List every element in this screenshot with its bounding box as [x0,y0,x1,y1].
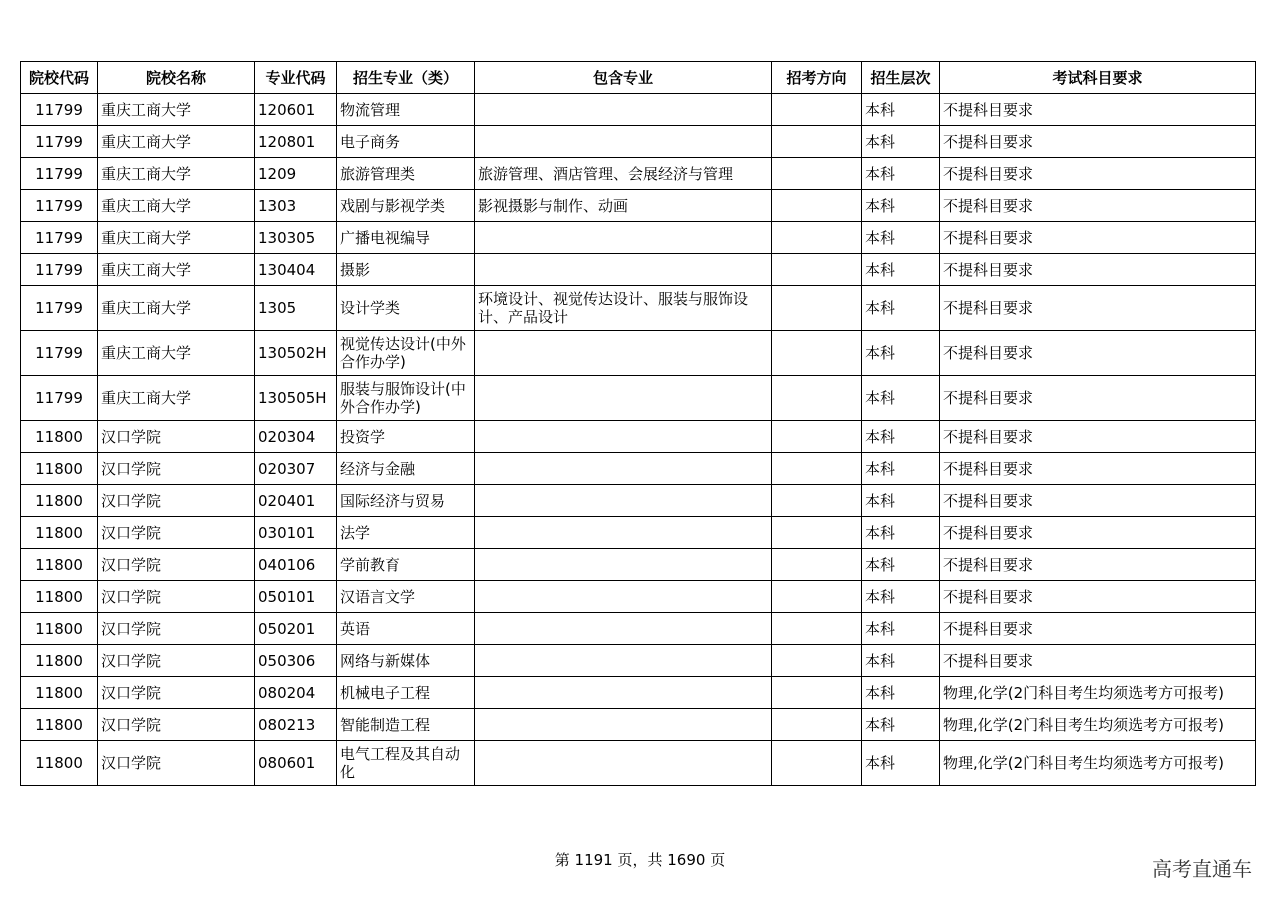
included-majors-cell [475,709,772,741]
major-code-cell: 130502H [255,331,337,376]
included-majors-cell [475,254,772,286]
level-cell: 本科 [862,376,940,421]
school-name-cell: 重庆工商大学 [98,286,255,331]
header-row [21,62,1256,94]
school-code-cell: 11799 [21,158,98,190]
level-cell: 本科 [862,158,940,190]
level-cell: 本科 [862,126,940,158]
table-row [21,581,1256,613]
header-subject-req: 考试科目要求 [940,62,1256,94]
direction-cell [772,126,862,158]
level-cell: 本科 [862,254,940,286]
subject-req-cell: 不提科目要求 [940,485,1256,517]
level-cell: 本科 [862,709,940,741]
direction-cell [772,331,862,376]
direction-cell [772,485,862,517]
major-cell: 英语 [337,613,475,645]
included-majors-cell [475,613,772,645]
major-code-cell: 120801 [255,126,337,158]
subject-req-cell: 不提科目要求 [940,376,1256,421]
table-row [21,94,1256,126]
major-code-cell: 1209 [255,158,337,190]
included-majors-cell [475,222,772,254]
included-majors-cell [475,549,772,581]
school-code-cell: 11799 [21,331,98,376]
major-code-cell: 020304 [255,421,337,453]
subject-req-cell: 不提科目要求 [940,190,1256,222]
major-cell: 摄影 [337,254,475,286]
major-cell: 设计学类 [337,286,475,331]
direction-cell [772,158,862,190]
included-majors-cell [475,645,772,677]
school-code-cell: 11799 [21,254,98,286]
school-code-cell: 11799 [21,126,98,158]
level-cell: 本科 [862,741,940,786]
direction-cell [772,677,862,709]
table-row [21,222,1256,254]
subject-req-cell: 物理,化学(2门科目考生均须选考方可报考) [940,677,1256,709]
major-code-cell: 080204 [255,677,337,709]
major-cell: 国际经济与贸易 [337,485,475,517]
included-majors-cell: 影视摄影与制作、动画 [475,190,772,222]
subject-req-cell: 不提科目要求 [940,158,1256,190]
school-code-cell: 11799 [21,94,98,126]
included-majors-cell [475,331,772,376]
level-cell: 本科 [862,286,940,331]
major-code-cell: 030101 [255,517,337,549]
table-row [21,421,1256,453]
direction-cell [772,613,862,645]
included-majors-cell [475,126,772,158]
major-cell: 经济与金融 [337,453,475,485]
direction-cell [772,376,862,421]
included-majors-cell: 旅游管理、酒店管理、会展经济与管理 [475,158,772,190]
table-row [21,485,1256,517]
school-name-cell: 汉口学院 [98,645,255,677]
table-row [21,645,1256,677]
major-cell: 机械电子工程 [337,677,475,709]
school-name-cell: 重庆工商大学 [98,158,255,190]
subject-req-cell: 不提科目要求 [940,645,1256,677]
major-code-cell: 080213 [255,709,337,741]
direction-cell [772,453,862,485]
table-row [21,376,1256,421]
level-cell: 本科 [862,677,940,709]
included-majors-cell: 环境设计、视觉传达设计、服装与服饰设计、产品设计 [475,286,772,331]
header-level: 招生层次 [862,62,940,94]
school-name-cell: 重庆工商大学 [98,126,255,158]
watermark: 高考直通车 [1152,857,1252,881]
major-cell: 智能制造工程 [337,709,475,741]
direction-cell [772,645,862,677]
major-code-cell: 120601 [255,94,337,126]
table-row [21,331,1256,376]
included-majors-cell [475,741,772,786]
major-code-cell: 050306 [255,645,337,677]
subject-req-cell: 不提科目要求 [940,222,1256,254]
school-name-cell: 汉口学院 [98,581,255,613]
included-majors-cell [475,376,772,421]
school-name-cell: 汉口学院 [98,549,255,581]
school-code-cell: 11799 [21,190,98,222]
included-majors-cell [475,677,772,709]
major-cell: 法学 [337,517,475,549]
school-code-cell: 11800 [21,613,98,645]
school-name-cell: 重庆工商大学 [98,222,255,254]
major-code-cell: 020307 [255,453,337,485]
level-cell: 本科 [862,453,940,485]
level-cell: 本科 [862,485,940,517]
school-code-cell: 11799 [21,222,98,254]
subject-req-cell: 不提科目要求 [940,126,1256,158]
subject-req-cell: 不提科目要求 [940,453,1256,485]
school-name-cell: 重庆工商大学 [98,254,255,286]
table-row [21,517,1256,549]
major-cell: 电气工程及其自动化 [337,741,475,786]
table-row [21,158,1256,190]
school-name-cell: 汉口学院 [98,517,255,549]
school-code-cell: 11800 [21,709,98,741]
major-code-cell: 050201 [255,613,337,645]
school-name-cell: 汉口学院 [98,709,255,741]
direction-cell [772,517,862,549]
major-cell: 视觉传达设计(中外合作办学) [337,331,475,376]
direction-cell [772,741,862,786]
school-name-cell: 重庆工商大学 [98,94,255,126]
included-majors-cell [475,453,772,485]
table-row [21,709,1256,741]
header-school-name: 院校名称 [98,62,255,94]
school-name-cell: 汉口学院 [98,421,255,453]
major-code-cell: 1303 [255,190,337,222]
major-cell: 物流管理 [337,94,475,126]
subject-req-cell: 不提科目要求 [940,613,1256,645]
level-cell: 本科 [862,517,940,549]
major-cell: 汉语言文学 [337,581,475,613]
subject-req-cell: 不提科目要求 [940,331,1256,376]
subject-req-cell: 不提科目要求 [940,421,1256,453]
level-cell: 本科 [862,421,940,453]
included-majors-cell [475,485,772,517]
school-code-cell: 11800 [21,421,98,453]
direction-cell [772,709,862,741]
subject-req-cell: 不提科目要求 [940,286,1256,331]
school-code-cell: 11800 [21,677,98,709]
school-name-cell: 汉口学院 [98,453,255,485]
table-row [21,741,1256,786]
header-direction: 招考方向 [772,62,862,94]
school-name-cell: 重庆工商大学 [98,331,255,376]
subject-req-cell: 不提科目要求 [940,517,1256,549]
header-school-code: 院校代码 [21,62,98,94]
subject-req-cell: 物理,化学(2门科目考生均须选考方可报考) [940,741,1256,786]
included-majors-cell [475,421,772,453]
table-row [21,254,1256,286]
table-row [21,126,1256,158]
direction-cell [772,94,862,126]
major-code-cell: 020401 [255,485,337,517]
page-footer: 第 1191 页，共 1690 页 [554,851,726,869]
major-cell: 戏剧与影视学类 [337,190,475,222]
subject-req-cell: 不提科目要求 [940,581,1256,613]
school-name-cell: 重庆工商大学 [98,376,255,421]
major-cell: 投资学 [337,421,475,453]
school-code-cell: 11800 [21,741,98,786]
school-code-cell: 11800 [21,549,98,581]
school-name-cell: 汉口学院 [98,485,255,517]
major-code-cell: 130505H [255,376,337,421]
direction-cell [772,581,862,613]
school-code-cell: 11800 [21,645,98,677]
major-cell: 电子商务 [337,126,475,158]
major-cell: 网络与新媒体 [337,645,475,677]
header-major: 招生专业（类） [337,62,475,94]
level-cell: 本科 [862,331,940,376]
header-major-code: 专业代码 [255,62,337,94]
school-code-cell: 11800 [21,517,98,549]
level-cell: 本科 [862,645,940,677]
table-row [21,613,1256,645]
major-cell: 学前教育 [337,549,475,581]
direction-cell [772,254,862,286]
direction-cell [772,286,862,331]
major-code-cell: 130404 [255,254,337,286]
table-row [21,453,1256,485]
included-majors-cell [475,581,772,613]
school-code-cell: 11800 [21,453,98,485]
school-name-cell: 重庆工商大学 [98,190,255,222]
direction-cell [772,421,862,453]
level-cell: 本科 [862,613,940,645]
major-cell: 服装与服饰设计(中外合作办学) [337,376,475,421]
direction-cell [772,222,862,254]
subject-req-cell: 不提科目要求 [940,94,1256,126]
school-name-cell: 汉口学院 [98,613,255,645]
level-cell: 本科 [862,190,940,222]
table-row [21,677,1256,709]
table-row [21,190,1256,222]
school-name-cell: 汉口学院 [98,677,255,709]
included-majors-cell [475,517,772,549]
admission-table [20,61,1256,786]
direction-cell [772,190,862,222]
direction-cell [772,549,862,581]
school-name-cell: 汉口学院 [98,741,255,786]
subject-req-cell: 不提科目要求 [940,254,1256,286]
major-code-cell: 050101 [255,581,337,613]
level-cell: 本科 [862,94,940,126]
level-cell: 本科 [862,222,940,254]
major-code-cell: 1305 [255,286,337,331]
table-row [21,286,1256,331]
major-code-cell: 080601 [255,741,337,786]
school-code-cell: 11799 [21,376,98,421]
school-code-cell: 11800 [21,581,98,613]
header-included-majors: 包含专业 [475,62,772,94]
included-majors-cell [475,94,772,126]
major-cell: 旅游管理类 [337,158,475,190]
level-cell: 本科 [862,549,940,581]
school-code-cell: 11799 [21,286,98,331]
major-code-cell: 040106 [255,549,337,581]
level-cell: 本科 [862,581,940,613]
table-row [21,549,1256,581]
major-code-cell: 130305 [255,222,337,254]
school-code-cell: 11800 [21,485,98,517]
subject-req-cell: 物理,化学(2门科目考生均须选考方可报考) [940,709,1256,741]
major-cell: 广播电视编导 [337,222,475,254]
subject-req-cell: 不提科目要求 [940,549,1256,581]
